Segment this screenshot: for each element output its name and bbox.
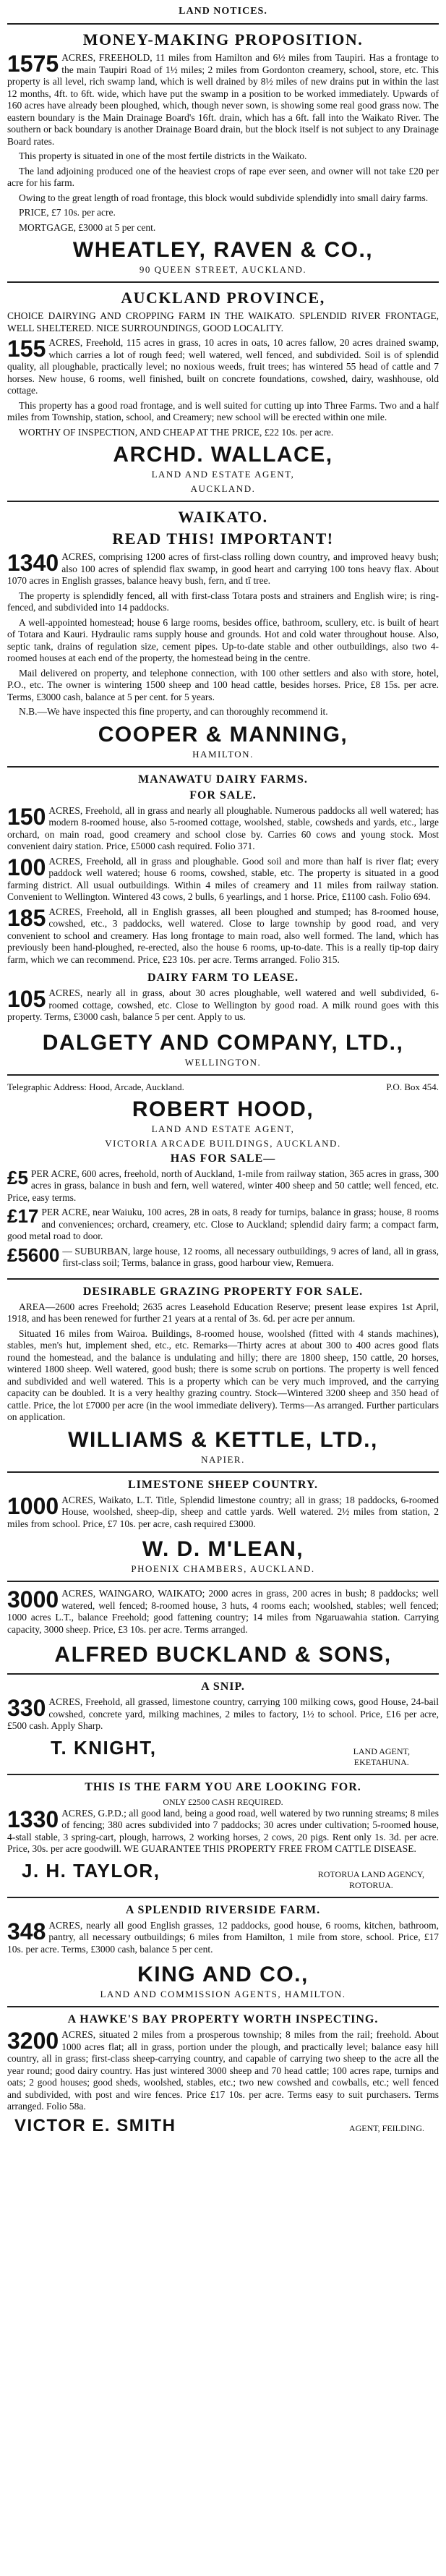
divider — [7, 1471, 439, 1473]
ad-body: The property is splendidly fenced, all with first-class Totara posts and strainers and English wire; is ring-fenced, and subdivided into 14 paddocks. — [7, 590, 439, 613]
agent-name: DALGETY AND COMPANY, LTD., — [42, 1030, 404, 1055]
agent-city: HAMILTON. — [192, 748, 254, 760]
ad-body: ACRES, comprising 1200 acres of first-class rolling down country, and improved heavy bush; also 100 acres of splendid flax swamp, in good heart and carrying 100 tons heavy flax. About 1070 acres in English grasses, balance heavy bush, fern, and tī tree. — [7, 551, 439, 586]
ad-heading: MANAWATU DAIRY FARMS. — [138, 773, 308, 786]
agent-address: VICTORIA ARCADE BUILDINGS, AUCKLAND. — [105, 1137, 341, 1149]
acreage-number: 100 — [7, 854, 46, 880]
ad-subheading: DAIRY FARM TO LEASE. — [147, 972, 299, 984]
price-line: PRICE, £7 10s. per acre. — [19, 207, 116, 218]
agent-name: T. KNIGHT, — [51, 1736, 157, 1759]
ad-body: N.B.—We have inspected this fine property, and can thoroughly recommend it. — [19, 706, 328, 717]
land-notices-column — [7, 6, 439, 2136]
agent-city: ROTORUA. — [348, 1879, 393, 1890]
agent-address: 90 QUEEN STREET, AUCKLAND. — [139, 264, 307, 275]
acreage-number: 1575 — [7, 51, 59, 77]
agent-name: WHEATLEY, RAVEN & CO., — [72, 238, 374, 262]
ad-body: The land adjoining produced one of the heaviest crops of rape ever seen, and owner will not take £20 per acre for his farm. — [7, 165, 439, 188]
mortgage-line: MORTGAGE, £3000 at 5 per cent. — [19, 221, 156, 233]
agent-name: ROBERT HOOD, — [132, 1097, 314, 1121]
divider — [7, 501, 439, 502]
divider — [7, 766, 439, 768]
ad-body: ACRES, Waikato, L.T. Title, Splendid limestone country; all in grass; 18 paddocks, 6-roomed House, woolshed, sheep-dip, sheep and cattle yards. Well watered. 2½ miles from station, 2 miles from school. Price, £7 10s. per acre, cash required £3000. — [7, 1494, 439, 1529]
ad-body: ACRES, G.P.D.; all good land, being a good road, well watered by two running streams; 8 miles of fencing; 380 acres subdivided into 7 paddocks; 30 acres under cultivation; 5-roomed house, 4-stall stable, 3 spring-cart, plough, harrows, 2 working horses, 2 cows, 20 pigs. Rent only 1s. 3d. per acre. Price, 30s. per acre goodwill. WE GUARANTEE THIS PROPERTY FREE FROM CATTLE DISEASE. — [7, 1807, 439, 1854]
ad-heading: WAIKATO. — [178, 508, 268, 526]
ad-body: ACRES, Freehold, all in grass and ploughable. Good soil and more than half is river flat; every paddock well watered; house 6 rooms, cowshed, stable, etc. The property is situated in a good farming district. All usual outbuildings. Within 4 miles of creamery and 11 miles from railway station. Convenient to Wellington. Wintered 43 cows, 2 bulls, 6 yearlings, and 1 horse. Price, £1100 cash. Folio 694. — [7, 855, 439, 902]
acreage-number: 150 — [7, 803, 46, 830]
price-number: £17 — [7, 1205, 39, 1227]
ad-body: ACRES, situated 2 miles from a prosperous township; 8 miles from the rail; freehold. About 1000 acres flat; all in grass, portion under the plough, and practically level; balance easy hill country, all in grass; first-class sheep-carrying country, and capable of carrying two sheep to the acre all the year round; good dairy country. Has just wintered 3000 sheep and 70 head cattle; 100 acres rape, turnips and oats; 2 good houses; good sheds, woolshed, stables, etc.; two new cowshed and cowballs, etc.; well fenced and subdivided, with post and wire fences. Price £17 10s. per acre. Terms easy to suit purchasers. Terms arranged. Folio 58a. — [7, 2029, 439, 2112]
agent-name: ALFRED BUCKLAND & SONS, — [54, 1643, 392, 1667]
agent-city: NAPIER. — [201, 1453, 245, 1465]
ad-body: WORTHY OF INSPECTION, AND CHEAP AT THE PRICE, £22 10s. per acre. — [19, 426, 334, 438]
divider — [7, 2006, 439, 2007]
divider — [7, 23, 439, 25]
agent-name: WILLIAMS & KETTLE, LTD., — [68, 1427, 378, 1452]
acreage-number: 1330 — [7, 1806, 59, 1832]
agent-name: ARCHD. WALLACE, — [113, 443, 333, 467]
ad-body: PER ACRE, 600 acres, freehold, north of Auckland, 1-mile from railway station, 365 acres in grass, 300 acres in grass, balance in bush and fern, well watered, winter 400 sheep and 50 cattle; well fenced, etc. Price, easy terms. — [7, 1168, 439, 1203]
agent-city: AUCKLAND. — [190, 483, 256, 494]
ad-waikato — [7, 508, 439, 760]
acreage-number: 155 — [7, 336, 46, 362]
ad-body: This property has a good road frontage, and is well suited for cutting up into Three Farms. Two and a half miles from Township, station, school, and Creamery; new school will be erected within one mile. — [7, 399, 439, 422]
ad-body: PER ACRE, near Waiuku, 100 acres, 28 in oats, 8 ready for turnips, balance in grass; house, 8 rooms and conveniences; orchard, creamery, etc. Close to Auckland; splendid dairy farm; a compact farm, good metal road to door. — [7, 1207, 439, 1241]
ad-subheading: READ THIS! IMPORTANT! — [112, 530, 334, 548]
ad-heading: LIMESTONE SHEEP COUNTRY. — [127, 1478, 319, 1491]
acreage-number: 1000 — [7, 1492, 59, 1519]
acreage-number: 3200 — [7, 2028, 59, 2054]
ad-body: ACRES, Freehold, all grassed, limestone country, carrying 100 milking cows, good House, 24-bail cowshed, concrete yard, milking machines, 2 miles to factory, 1½ to school. Price, £16 per acre, £500 cash. Apply Sharp. — [7, 1696, 439, 1731]
ad-body: ACRES, nearly all good English grasses, 12 paddocks, good house, 6 rooms, kitchen, bathroom, pantry, all necessary outbuildings; 6 miles from Hamilton, 1 mile from store, school. Price, £17 10s. per acre. Terms, £3000 cash, balance 5 per cent. — [7, 1919, 439, 1955]
agent-role: LAND AND ESTATE AGENT, — [151, 1123, 295, 1134]
agent-name: VICTOR E. SMITH — [14, 2115, 176, 2135]
price-number: £5600 — [7, 1244, 60, 1266]
ad-auckland-province — [7, 289, 439, 495]
agent-city: WELLINGTON. — [184, 1056, 262, 1068]
ad-manawatu-dairy — [7, 773, 439, 1068]
agent-role: LAND AND ESTATE AGENT, — [151, 469, 295, 480]
ad-waingaro — [7, 1588, 439, 1667]
agent-address: PHOENIX CHAMBERS, AUCKLAND. — [131, 1563, 315, 1574]
divider — [7, 1774, 439, 1775]
ad-body: Owing to the great length of road frontage, this block would subdivide splendidly into small dairy farms. — [19, 192, 429, 203]
ad-body: — SUBURBAN, large house, 12 rooms, all necessary outbuildings, 9 acres of land, all in grass, first-class soil; Terms, balance in grass, good harbour view, Remuera. — [62, 1245, 439, 1268]
ad-grazing-property — [7, 1285, 439, 1466]
agent-role: ROTORUA LAND AGENCY, — [317, 1869, 424, 1879]
ad-money-making — [7, 30, 439, 276]
ad-heading: MONEY-MAKING PROPOSITION. — [82, 30, 364, 48]
acreage-number: 1340 — [7, 550, 59, 576]
ad-limestone-sheep — [7, 1479, 439, 1576]
ad-body: ACRES, Freehold, 115 acres in grass, 10 acres in oats, 10 acres fallow, 20 acres drained swamp, which carries a lot of rough feed; well watered, well fenced, and subdivided. Soil is of splendid quality, all ploughable, practically level; no noxious weeds, fruit trees; has wintered 55 head of cattle and 7 horses. New house, 6 rooms, well finished, built on concrete foundations, cowshed, dairy, washhouse, old cottage. — [7, 337, 439, 396]
ad-heading: A SNIP. — [201, 1680, 245, 1693]
agent-name: COOPER & MANNING, — [98, 722, 348, 747]
ad-body: Situated 16 miles from Wairoa. Buildings, 8-roomed house, woolshed (fitted with 4 stands machines), stables, men's hut, implement shed, etc., etc. Remarks—Thirty acres at about 300 to 400 acres good flats round the homestead, and the balance is undulating and hilly; there are 1800 sheep, 150 cattle, 20 horses, wintered 1800 sheep. Well watered, good bush; there is some scrub on portions. The property is well fenced and subdivided and well watered. This is a property which can be very much improved, and the carrying capacity can be doubled. It is a very healthy grazing country. Stock—Wintered 3200 sheep and 350 head of cattle. Price, the lot £7000 per acre (in the wool immediate delivery). Terms—As arranged. Further particulars on application. — [7, 1327, 439, 1422]
telegraphic-address: Telegraphic Address: Hood, Arcade, Auckland. — [7, 1081, 184, 1092]
ad-body: This property is situated in one of the most fertile districts in the Waikato. — [19, 150, 307, 161]
ad-snip — [7, 1680, 439, 1768]
ad-body: ACRES, Freehold, all in grass and nearly all ploughable. Numerous paddocks all well watered; has modern 8-roomed house, also 5-roomed cottage, woolshed, stable, cowsheds and yards, etc., large orchard, on main road, good creamery and school close by. Carries 60 cows and young stock. Most convenient dairy station. Price, £5000 cash required. Folio 371. — [7, 804, 439, 851]
ad-hawkes-bay — [7, 2013, 439, 2136]
acreage-number: 105 — [7, 986, 46, 1012]
acreage-number: 185 — [7, 904, 46, 931]
agent-name: W. D. M'LEAN, — [142, 1537, 304, 1561]
divider — [7, 1897, 439, 1898]
ad-subheading: ONLY £2500 CASH REQUIRED. — [163, 1796, 283, 1807]
ad-subheading: HAS FOR SALE— — [170, 1152, 276, 1165]
ad-body: Mail delivered on property, and telephone connection, with 100 other settlers and also with store, hotel, P.O., etc. The owner is wintering 1500 sheep and 100 head cattle, besides horses. Price, £8 15s. per acre. Terms, £3000 cash, balance at 5 per cent. for 5 years. — [7, 667, 439, 702]
ad-subheading: FOR SALE. — [189, 788, 257, 802]
ad-body: ACRES, FREEHOLD, 11 miles from Hamilton and 6½ miles from Taupiri. Has a frontage to the main Taupiri Road of 1½ miles; 2 miles from Gordonton creamery, school, store, etc. This property is all level, rich swamp land, which is well drained by 8½ miles of new drains put in within the last 12 months, 4ft. to 6ft. wide, which have put the swamp in a position to be worked immediately. Upwards of 160 acres have already been ploughed, which, though never sown, is showing some real good grass now. The eastern boundary is the Main Drainage Board's 16ft. drain, which has a 6ft. fall into the Waikato River. The southern or back boundary is another Drainage Board drain, but the block itself is not subject to any Drainage Board rates. — [7, 52, 439, 147]
acreage-number: 330 — [7, 1695, 46, 1721]
divider — [7, 1581, 439, 1582]
divider — [7, 281, 439, 283]
ad-heading: A HAWKE'S BAY PROPERTY WORTH INSPECTING. — [67, 2013, 379, 2025]
ad-body: A well-appointed homestead; house 6 large rooms, besides office, bathroom, scullery, etc. is built of heart of Totara and Kauri. Hydraulic rams supply house and grounds. Hot and cold water throughout house. Also, septic tank, drains of regulation size, cement pipes. Up-to-date stable and other outbuildings, also two 4-roomed houses at each end of the property, the homestead being in the centre. — [7, 616, 439, 663]
po-box: P.O. Box 454. — [386, 1081, 439, 1092]
acreage-number: 3000 — [7, 1586, 59, 1612]
agent-name: J. H. TAYLOR, — [22, 1859, 160, 1882]
divider — [7, 1074, 439, 1076]
ad-body: ACRES, Freehold, all in English grasses, all been ploughed and stumped; has 8-roomed house, cowshed, etc., 3 paddocks, well watered. Close to large township by good road, and very convenient to school and creamery. Has long frontage to main road, also well formed. The land, which has previously been hand-ploughed, re-erected, also the house 6 rooms, up-to-date. This is a really tip-top dairy farm, which we can recommend. Price, £23 10s. per acre. Terms arranged. Folio 315. — [7, 906, 439, 965]
ad-body: ACRES, nearly all in grass, about 30 acres ploughable, well watered and well subdivided, 6-roomed cottage, cowshed, etc. Close to Wellington by good road. A milk round goes with this property. Terms, £3000 cash, balance 5 per cent. Apply to us. — [7, 987, 439, 1022]
ad-body: ACRES, WAINGARO, WAIKATO; 2000 acres in grass, 200 acres in bush; 8 paddocks; well watered, well fenced; 8-roomed house, 3 huts, 4 rooms each; woolshed, stables; well fenced; 1000 acres L.T., balance Freehold; good fattening country; 14 miles from Ngaruawahia station. Carrying capacity, 3000 sheep. Price, £3 10s. per acre. Terms arranged. — [7, 1588, 439, 1635]
acreage-number: 348 — [7, 1918, 46, 1944]
ad-robert-hood — [7, 1081, 439, 1272]
ad-body: AREA—2600 acres Freehold; 2635 acres Leasehold Education Reserve; present lease expires 1st April, 1918, and has been renewed for further 21 years at a rental of 3s. 6d. per acre per annum. — [7, 1301, 439, 1324]
ad-subheading: CHOICE DAIRYING AND CROPPING FARM IN THE WAIKATO. SPLENDID RIVER FRONTAGE, WELL SHELTERED. NICE SURROUNDINGS, GOOD LOCALITY. — [7, 310, 439, 333]
section-title: LAND NOTICES. — [179, 6, 267, 17]
price-number: £5 — [7, 1166, 28, 1189]
divider — [7, 1278, 439, 1280]
ad-this-is-the-farm — [7, 1781, 439, 1891]
agent-role: AGENT, FEILDING. — [348, 2122, 424, 2133]
ad-riverside-farm — [7, 1904, 439, 2001]
ad-heading: A SPLENDID RIVERSIDE FARM. — [125, 1903, 321, 1916]
agent-name: KING AND CO., — [137, 1963, 309, 1986]
ad-heading: THIS IS THE FARM YOU ARE LOOKING FOR. — [85, 1780, 361, 1793]
agent-city: EKETAHUNA. — [353, 1756, 409, 1767]
ad-heading: AUCKLAND PROVINCE, — [121, 289, 325, 307]
agent-role: LAND AND COMMISSION AGENTS, HAMILTON. — [100, 1989, 346, 1999]
agent-role: LAND AGENT, — [353, 1746, 410, 1756]
ad-heading: DESIRABLE GRAZING PROPERTY FOR SALE. — [82, 1285, 364, 1298]
divider — [7, 1673, 439, 1675]
